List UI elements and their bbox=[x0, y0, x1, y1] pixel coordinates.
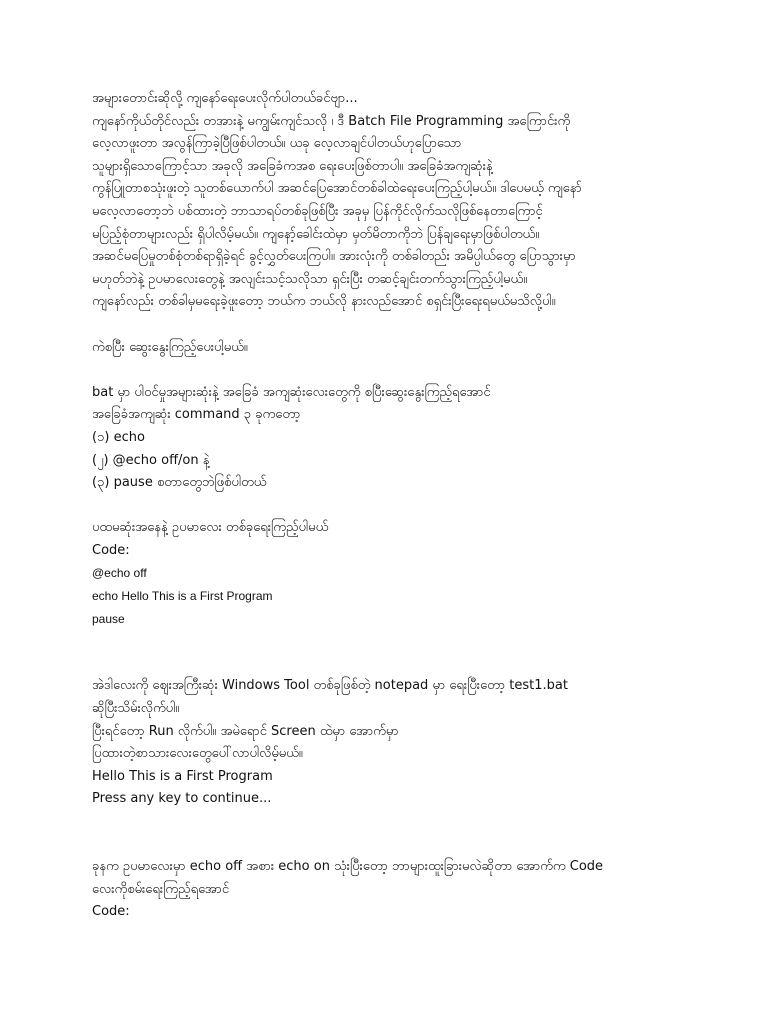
text-line: ခုနက ဥပမာလေးမှာ echo off အစား echo on သုံးပြီးတော့ ဘာများထူးခြားမလဲဆိုတာ အောက်က Code bbox=[92, 859, 604, 875]
code-line: @echo off bbox=[92, 566, 147, 581]
output-line: Press any key to continue... bbox=[92, 791, 272, 807]
text-line: ကျနော်ကိုယ်တိုင်လည်း တအားနဲ့ မကျွမ်းကျင်သလို ၊ ဒီ Batch File Programming အကြောင်းကို bbox=[92, 113, 571, 129]
list-item: (၂) @echo off/on နဲ့ bbox=[92, 452, 210, 468]
text-line: အဆင်မပြေမှုတစ်စုံတစ်ရာရှိခဲ့ရင် ခွင့်လွှတ်ပေးကြပါ။ အားလုံးကို တစ်ခါတည်း အမိပ္ပါယ်တွေ ပြောသွားမှာ bbox=[92, 249, 576, 265]
example-heading: ပထမဆုံးအနေနဲ့ ဥပမာလေး တစ်ခုရေးကြည့်ပါမယ် bbox=[92, 520, 329, 536]
code-label: Code: bbox=[92, 542, 130, 558]
start-line: ကဲစပြီး ဆွေးနွေးကြည့်ပေးပါ့မယ်။ bbox=[92, 339, 248, 355]
text-line: လေ့လာဖူးတာ အလွန်ကြာခဲ့ပြီဖြစ်ပါတယ်။ ယခု လေ့လာချင်ပါတယ်ဟုပြောသော bbox=[92, 136, 462, 152]
text-line: အခြေခံအကျဆုံး command ၃ ခုကတော့ bbox=[92, 407, 301, 423]
text-line: အဲဒါလေးကို ဈေးအကြီးဆုံး Windows Tool တစ်ခုဖြစ်တဲ့ notepad မှာ ရေးပြီးတော့ test1.bat bbox=[92, 678, 568, 694]
spacer bbox=[92, 811, 692, 834]
text-line: သူများရှိသောကြောင့်သာ အခုလို အခြေခံကအစ ရေးပေးဖြစ်တာပါ။ အခြေခံအကျဆုံးနဲ့ bbox=[92, 158, 493, 174]
spacer bbox=[92, 834, 692, 857]
text-line: bat မှာ ပါဝင်မှုအများဆုံးနဲ့ အခြေခံ အကျဆုံးလေးတွေကို စပြီးဆွေးနွေးကြည့်ရအောင် bbox=[92, 384, 491, 400]
next-section bbox=[92, 856, 692, 924]
text-line: ကွန်ပြူတာစသုံးဖူးတဲ့ သူတစ်ယောက်ပါ အဆင်ပြေအောင်တစ်ခါထဲရေးပေးကြည့်ပါ့မယ်။ ဒါပေမယ့် ကျနော် bbox=[92, 181, 582, 197]
spacer bbox=[92, 314, 692, 337]
code-line: pause bbox=[92, 611, 125, 626]
text-line: အများတောင်းဆိုလို့ ကျနော်ရေးပေးလိုက်ပါတယ်ခင်ဗျာ... bbox=[92, 91, 358, 106]
text-line: ပြထားတဲ့စာသားလေးတွေပေါ်လာပါလိမ့်မယ်။ bbox=[92, 746, 303, 762]
list-item: (၃) pause စတာတွေဘဲဖြစ်ပါတယ် bbox=[92, 475, 267, 491]
text-line: မလေ့လာတော့ဘဲ ပစ်ထားတဲ့ ဘာသာရပ်တစ်ခုဖြစ်ပြီး အခုမှ ပြန်ကိုင်လိုက်သလိုဖြစ်နေတာကြောင့် bbox=[92, 203, 543, 219]
spacer bbox=[92, 653, 692, 676]
code-line: echo Hello This is a First Program bbox=[92, 589, 273, 604]
text-line: ကျနော်လည်း တစ်ခါမှမရေးခဲ့ဖူးတော့ ဘယ်က ဘယ်လို နားလည်အောင် စရှင်းပြီးရေးရမယ်မသိလို့ပါ။ bbox=[92, 294, 556, 310]
text-line: မပြည့်စုံတာများလည်း ရှိပါလိမ့်မယ်။ ကျနော့်ခေါင်းထဲမှာ မှတ်မိတာကိုဘဲ ပြန်ချရေးမှာဖြစ်ပါတယ်။ bbox=[92, 226, 540, 242]
text-line: ဆိုပြီးသိမ်းလိုက်ပါ။ bbox=[92, 701, 180, 717]
list-item: (၁) echo bbox=[92, 429, 145, 445]
text-line: မဟုတ်ဘဲနဲ့ ဥပမာလေးတွေနဲ့ အလျင်းသင့်သလိုသာ ရှင်းပြီး တဆင့်ချင်းတက်သွားကြည့်ပါ့မယ်။ bbox=[92, 271, 528, 287]
document-page bbox=[92, 88, 692, 924]
spacer bbox=[92, 630, 692, 653]
text-line: လေးကိုစမ်းရေးကြည့်ရအောင် bbox=[92, 881, 230, 897]
text-line: ပြီးရင်တော့ Run လိုက်ပါ။ အမဲရောင် Screen ထဲမှာ အောက်မှာ bbox=[92, 723, 399, 739]
spacer bbox=[92, 495, 692, 518]
spacer bbox=[92, 359, 692, 382]
intro-paragraph bbox=[92, 88, 692, 314]
code-label: Code: bbox=[92, 904, 130, 920]
basics-section bbox=[92, 382, 692, 495]
explanation-section bbox=[92, 675, 692, 811]
example1-section bbox=[92, 517, 692, 630]
output-line: Hello This is a First Program bbox=[92, 768, 273, 784]
